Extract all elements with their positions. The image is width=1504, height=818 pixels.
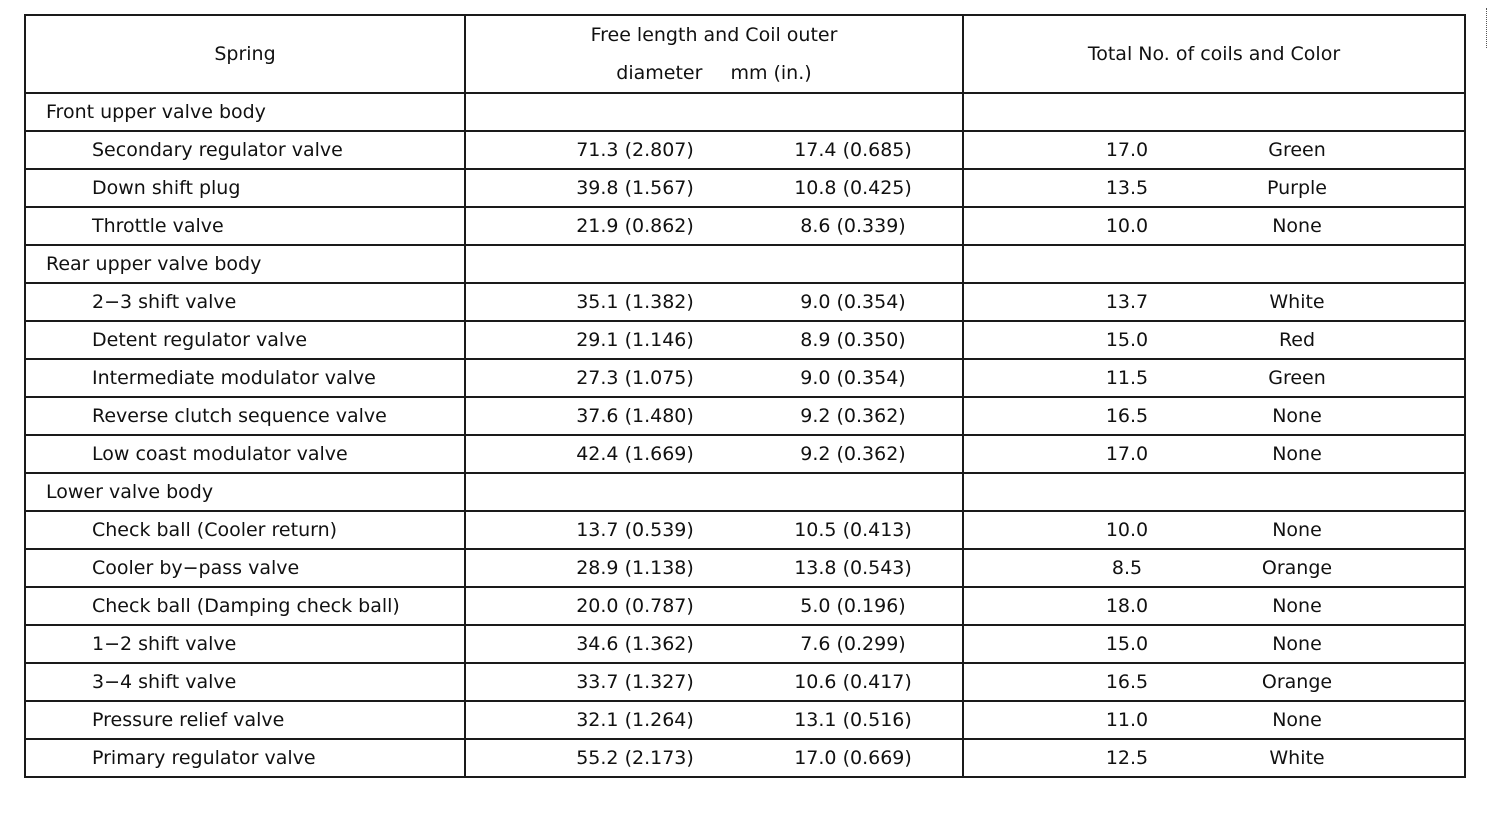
dimension-cell — [465, 625, 963, 663]
dimension-pair — [466, 443, 962, 465]
coil-outer-diameter-value: 13.8 (0.543) — [794, 557, 912, 579]
dimension-pair — [466, 367, 962, 389]
coil-outer-diameter-value: 8.6 (0.339) — [800, 215, 906, 237]
spring-name: Throttle valve — [25, 207, 465, 245]
dimension-cell — [465, 739, 963, 777]
coil-count-value: 16.5 — [1105, 671, 1149, 693]
free-length-value: 55.2 (2.173) — [576, 747, 694, 769]
coils-color-cell — [963, 663, 1465, 701]
coils-color-cell — [963, 169, 1465, 207]
coils-color-pair — [964, 557, 1464, 579]
empty-cell — [465, 245, 963, 283]
free-length-value: 13.7 (0.539) — [576, 519, 694, 541]
coil-outer-diameter-value: 9.0 (0.354) — [800, 367, 906, 389]
coils-color-cell — [963, 321, 1465, 359]
spring-name: Check ball (Cooler return) — [25, 511, 465, 549]
spring-color-value: None — [1272, 443, 1322, 465]
free-length-value: 34.6 (1.362) — [576, 633, 694, 655]
coil-outer-diameter-value: 13.1 (0.516) — [794, 709, 912, 731]
dimension-cell — [465, 321, 963, 359]
spring-name: Reverse clutch sequence valve — [25, 397, 465, 435]
coil-outer-diameter-value: 8.9 (0.350) — [800, 329, 906, 351]
spring-name: Intermediate modulator valve — [25, 359, 465, 397]
free-length-value: 71.3 (2.807) — [576, 139, 694, 161]
spring-color-value: None — [1272, 633, 1322, 655]
spring-name: Check ball (Damping check ball) — [25, 587, 465, 625]
dimension-pair — [466, 747, 962, 769]
empty-cell — [963, 245, 1465, 283]
spring-color-value: None — [1272, 595, 1322, 617]
table-row — [25, 321, 1465, 359]
coil-outer-diameter-value: 9.2 (0.362) — [800, 405, 906, 427]
dimension-cell — [465, 397, 963, 435]
free-length-value: 32.1 (1.264) — [576, 709, 694, 731]
table-row — [25, 169, 1465, 207]
coil-count-value: 10.0 — [1105, 215, 1149, 237]
dimension-pair — [466, 215, 962, 237]
coil-count-value: 13.5 — [1105, 177, 1149, 199]
free-length-value: 29.1 (1.146) — [576, 329, 694, 351]
dimension-pair — [466, 671, 962, 693]
spring-color-value: None — [1272, 405, 1322, 427]
spring-name: Pressure relief valve — [25, 701, 465, 739]
table-row — [25, 359, 1465, 397]
dimension-cell — [465, 549, 963, 587]
table-row — [25, 701, 1465, 739]
table-row — [25, 587, 1465, 625]
spring-color-value: Orange — [1261, 557, 1333, 579]
coils-color-pair — [964, 443, 1464, 465]
table-row — [25, 739, 1465, 777]
empty-cell — [465, 93, 963, 131]
dimension-cell — [465, 587, 963, 625]
table-row — [25, 131, 1465, 169]
dimension-cell — [465, 169, 963, 207]
section-label: Front upper valve body — [25, 93, 465, 131]
coils-color-pair — [964, 139, 1464, 161]
spring-name: Cooler by−pass valve — [25, 549, 465, 587]
header-units: mm (in.) — [730, 62, 812, 84]
table-row — [25, 397, 1465, 435]
spring-name: Primary regulator valve — [25, 739, 465, 777]
free-length-value: 28.9 (1.138) — [576, 557, 694, 579]
spring-name: 3−4 shift valve — [25, 663, 465, 701]
coils-color-pair — [964, 633, 1464, 655]
header-diameter: diameter — [616, 62, 703, 84]
free-length-value: 21.9 (0.862) — [576, 215, 694, 237]
dimension-pair — [466, 633, 962, 655]
coils-color-cell — [963, 435, 1465, 473]
section-row — [25, 93, 1465, 131]
header-row — [25, 15, 1465, 93]
coils-color-pair — [964, 291, 1464, 313]
dimension-pair — [466, 557, 962, 579]
dimension-cell — [465, 511, 963, 549]
spring-color-value: Green — [1268, 367, 1326, 389]
coil-outer-diameter-value: 17.0 (0.669) — [794, 747, 912, 769]
spring-name: Down shift plug — [25, 169, 465, 207]
spring-color-value: Purple — [1266, 177, 1327, 199]
header-spring: Spring — [25, 15, 465, 93]
header-free-length-line2 — [466, 54, 962, 92]
coils-color-pair — [964, 177, 1464, 199]
empty-cell — [963, 93, 1465, 131]
spring-name: Detent regulator valve — [25, 321, 465, 359]
coils-color-cell — [963, 131, 1465, 169]
free-length-value: 39.8 (1.567) — [576, 177, 694, 199]
spring-name: Secondary regulator valve — [25, 131, 465, 169]
coils-color-cell — [963, 283, 1465, 321]
coils-color-pair — [964, 519, 1464, 541]
coil-count-value: 11.0 — [1105, 709, 1149, 731]
coils-color-cell — [963, 549, 1465, 587]
table-row — [25, 663, 1465, 701]
coils-color-cell — [963, 701, 1465, 739]
coil-count-value: 8.5 — [1111, 557, 1143, 579]
free-length-value: 35.1 (1.382) — [576, 291, 694, 313]
spring-color-value: Orange — [1261, 671, 1333, 693]
coils-color-pair — [964, 367, 1464, 389]
coils-color-pair — [964, 215, 1464, 237]
coil-outer-diameter-value: 10.8 (0.425) — [794, 177, 912, 199]
coil-count-value: 18.0 — [1105, 595, 1149, 617]
coils-color-cell — [963, 359, 1465, 397]
coil-count-value: 15.0 — [1105, 633, 1149, 655]
spring-spec-table — [24, 14, 1466, 778]
table-row — [25, 625, 1465, 663]
spring-color-value: None — [1272, 709, 1322, 731]
dimension-pair — [466, 291, 962, 313]
dimension-pair — [466, 709, 962, 731]
coil-outer-diameter-value: 9.0 (0.354) — [800, 291, 906, 313]
coil-outer-diameter-value: 7.6 (0.299) — [800, 633, 906, 655]
free-length-value: 20.0 (0.787) — [576, 595, 694, 617]
spring-color-value: White — [1269, 291, 1325, 313]
spring-color-value: White — [1269, 747, 1325, 769]
coil-count-value: 15.0 — [1105, 329, 1149, 351]
spring-color-value: Green — [1268, 139, 1326, 161]
coil-count-value: 13.7 — [1105, 291, 1149, 313]
section-label: Rear upper valve body — [25, 245, 465, 283]
spring-name: 1−2 shift valve — [25, 625, 465, 663]
table-row — [25, 283, 1465, 321]
coils-color-cell — [963, 625, 1465, 663]
coils-color-pair — [964, 595, 1464, 617]
coil-count-value: 10.0 — [1105, 519, 1149, 541]
coils-color-pair — [964, 405, 1464, 427]
header-coils-color: Total No. of coils and Color — [963, 15, 1465, 93]
section-row — [25, 245, 1465, 283]
coil-outer-diameter-value: 5.0 (0.196) — [800, 595, 906, 617]
table-row — [25, 207, 1465, 245]
coil-count-value: 12.5 — [1105, 747, 1149, 769]
spring-color-value: None — [1272, 215, 1322, 237]
spring-color-value: Red — [1278, 329, 1316, 351]
coils-color-cell — [963, 397, 1465, 435]
dimension-cell — [465, 359, 963, 397]
coils-color-cell — [963, 207, 1465, 245]
table-body — [25, 15, 1465, 777]
spring-color-value: None — [1272, 519, 1322, 541]
dimension-cell — [465, 701, 963, 739]
free-length-value: 33.7 (1.327) — [576, 671, 694, 693]
coils-color-pair — [964, 709, 1464, 731]
coils-color-cell — [963, 739, 1465, 777]
table-row — [25, 511, 1465, 549]
dimension-cell — [465, 663, 963, 701]
coils-color-pair — [964, 329, 1464, 351]
dimension-cell — [465, 207, 963, 245]
header-free-length — [465, 15, 963, 93]
spring-name: Low coast modulator valve — [25, 435, 465, 473]
coil-count-value: 16.5 — [1105, 405, 1149, 427]
coil-outer-diameter-value: 9.2 (0.362) — [800, 443, 906, 465]
section-row — [25, 473, 1465, 511]
table-row — [25, 435, 1465, 473]
dimension-pair — [466, 519, 962, 541]
spring-name: 2−3 shift valve — [25, 283, 465, 321]
coil-outer-diameter-value: 10.5 (0.413) — [794, 519, 912, 541]
coils-color-pair — [964, 671, 1464, 693]
empty-cell — [465, 473, 963, 511]
free-length-value: 27.3 (1.075) — [576, 367, 694, 389]
dimension-cell — [465, 435, 963, 473]
coils-color-pair — [964, 747, 1464, 769]
scan-edge-mark — [1486, 8, 1495, 48]
coils-color-cell — [963, 511, 1465, 549]
dimension-cell — [465, 131, 963, 169]
coils-color-cell — [963, 587, 1465, 625]
header-free-length-line1: Free length and Coil outer — [590, 24, 838, 46]
empty-cell — [963, 473, 1465, 511]
coil-outer-diameter-value: 10.6 (0.417) — [794, 671, 912, 693]
dimension-pair — [466, 139, 962, 161]
coil-count-value: 17.0 — [1105, 443, 1149, 465]
coil-count-value: 17.0 — [1105, 139, 1149, 161]
dimension-pair — [466, 329, 962, 351]
dimension-cell — [465, 283, 963, 321]
section-label: Lower valve body — [25, 473, 465, 511]
dimension-pair — [466, 177, 962, 199]
dimension-pair — [466, 405, 962, 427]
coil-outer-diameter-value: 17.4 (0.685) — [794, 139, 912, 161]
table-row — [25, 549, 1465, 587]
free-length-value: 37.6 (1.480) — [576, 405, 694, 427]
free-length-value: 42.4 (1.669) — [576, 443, 694, 465]
dimension-pair — [466, 595, 962, 617]
coil-count-value: 11.5 — [1105, 367, 1149, 389]
